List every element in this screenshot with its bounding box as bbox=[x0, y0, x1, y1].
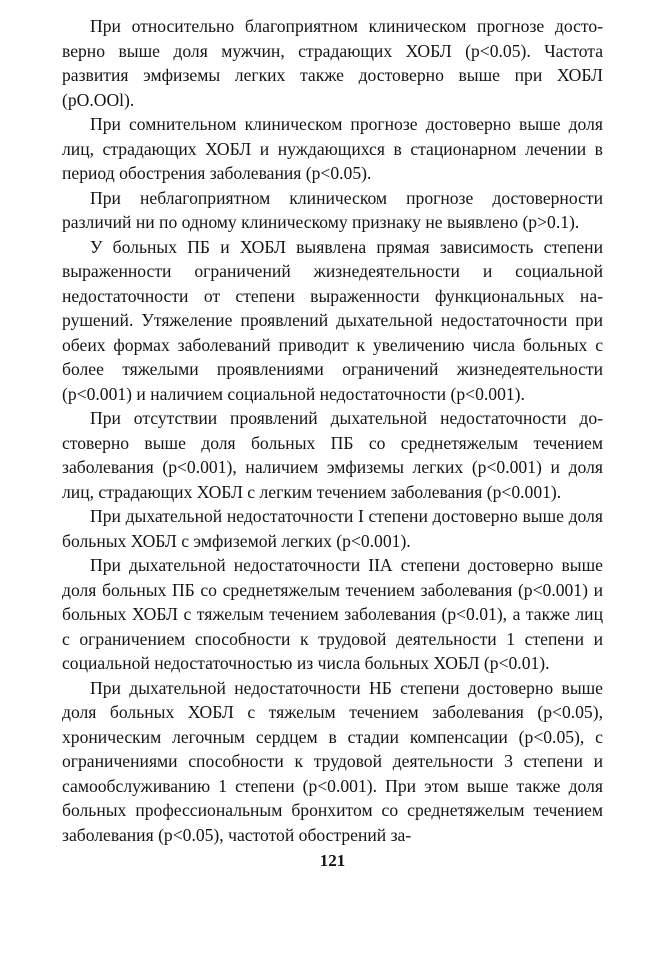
paragraph: При неблагоприятном клиническом прогнозе достоверности различий ни по одному клиническому признаку не выявлено (р>0.1). bbox=[62, 187, 603, 232]
paragraph: При дыхательной недостаточности I степени достоверно выше доля больных ХОБЛ с эмфиземой легких (р<0.001). bbox=[62, 506, 603, 551]
paragraph: При дыхательной недостаточности IIА степени достоверно выше доля больных ПБ со среднетяжелым течением заболевания (р<0.001) и больных ХОБЛ с тяжелым течением заболевания (р<0.01), а также лиц с ограничением способности к трудовой деятельности 1 степени и социальной недостаточностью из числа больных ХОБЛ (р<0.01). bbox=[62, 555, 603, 673]
paragraph: При сомнительном клиническом прогнозе достоверно выше доля лиц, страдающих ХОБЛ и нуждающихся в стационарном лечении в период обострения заболевания (р<0.05). bbox=[62, 114, 603, 183]
page-text bbox=[62, 14, 603, 847]
paragraph: У больных ПБ и ХОБЛ выявлена прямая зависимость степени выраженности ограничений жизнедеятельности и социальной недостаточности от степени выраженности функциональных нарушений. Утяжеление проявлений дыхательной недостаточности при обеих формах заболеваний приводит к увеличению числа больных с более тяжелыми проявлениями ограничений жизнедеятельности (р<0.001) и наличием социальной недостаточности (р<0.001). bbox=[62, 236, 603, 404]
paragraph: При отсутствии проявлений дыхательной недостаточности достоверно выше доля больных ПБ со среднетяжелым течением заболевания (р<0.001), наличием эмфиземы легких (р<0.001) и доля лиц, страдающих ХОБЛ с легким течением заболевания (р<0.001). bbox=[62, 408, 603, 502]
paragraph: При относительно благоприятном клиническом прогнозе достоверно выше доля мужчин, страдающих ХОБЛ (р<0.05). Частота развития эмфиземы легких также достоверно выше при ХОБЛ (рО.ООl). bbox=[62, 16, 603, 110]
paragraph: При дыхательной недостаточности НБ степени достоверно выше доля больных ХОБЛ с тяжелым течением заболевания (р<0.05), хроническим легочным сердцем в стадии компенсации (р<0.05), с ограничениями способности к трудовой деятельности 3 степени и самообслуживанию 1 степени (р<0.001). При этом выше также доля больных профессиональным бронхитом со среднетяжелым течением заболевания (р<0.05), частотой обострений за- bbox=[62, 677, 603, 845]
page-number: 121 bbox=[319, 851, 346, 870]
